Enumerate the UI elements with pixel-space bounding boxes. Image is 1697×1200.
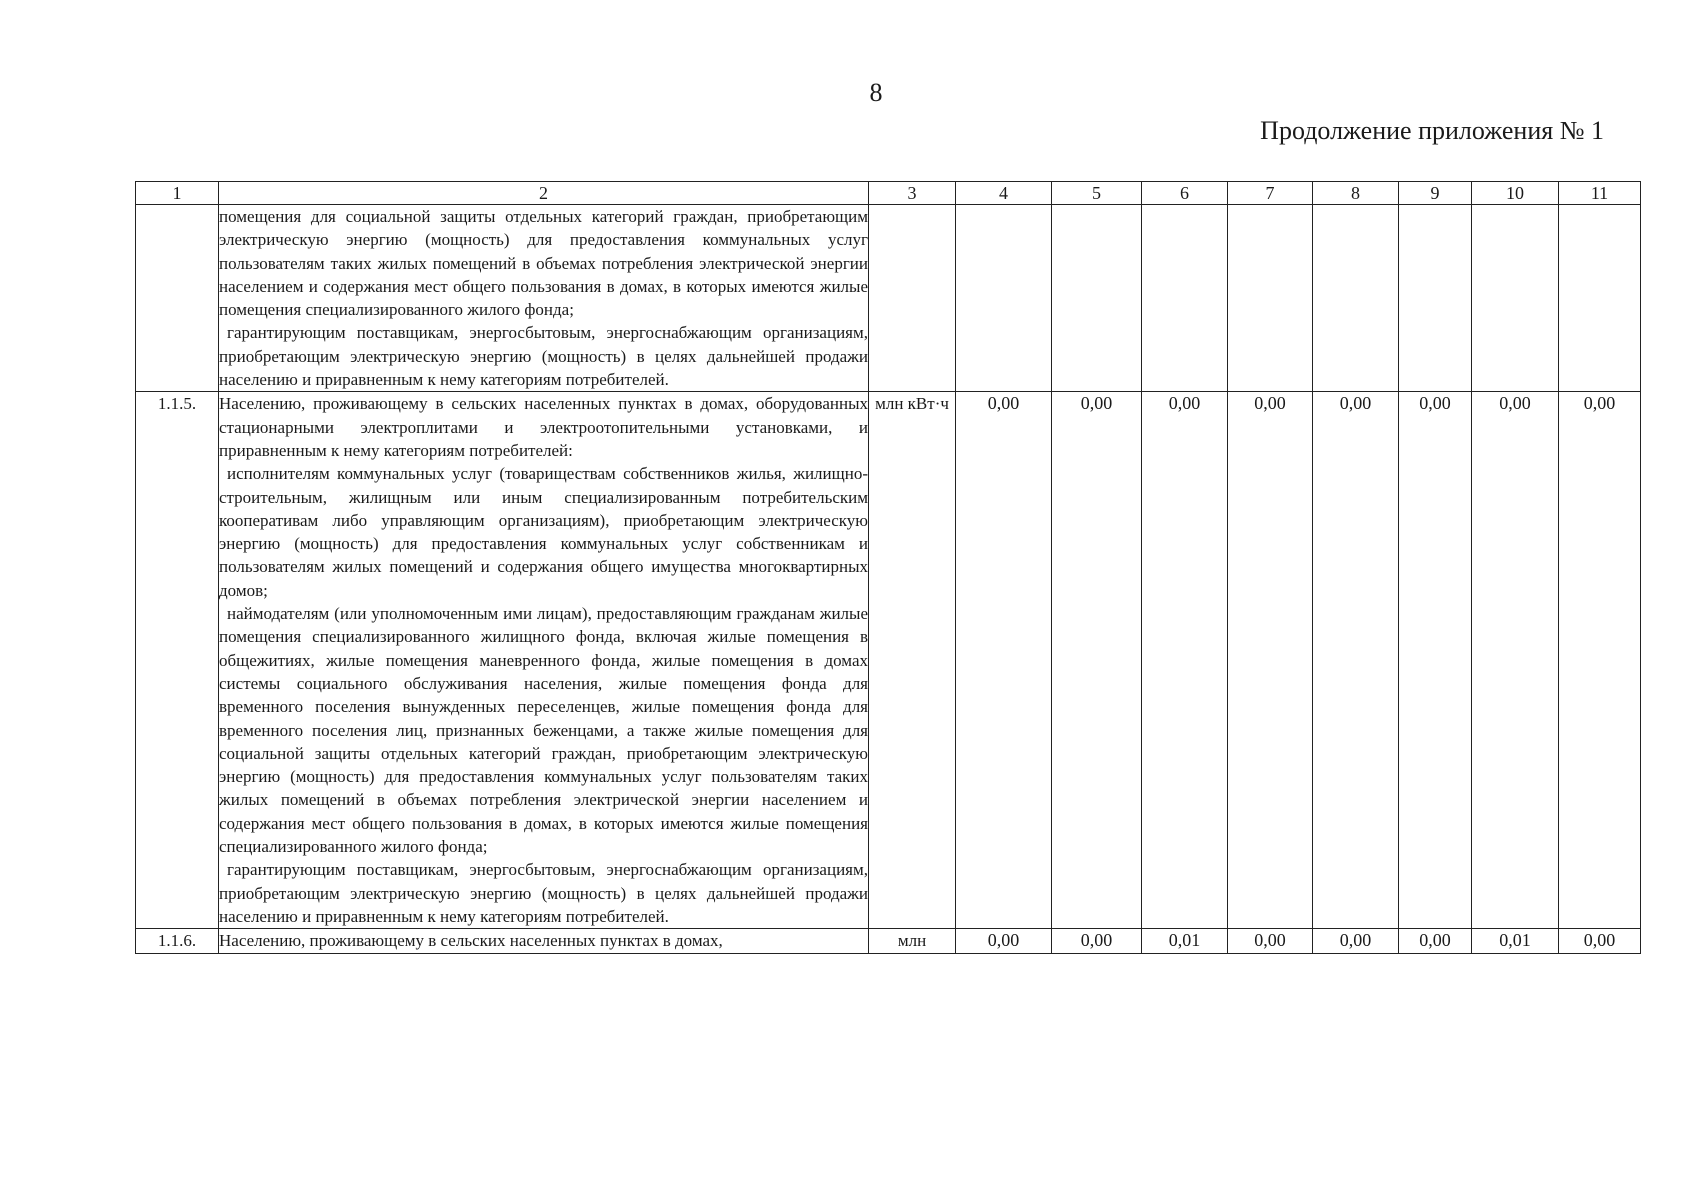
value-cell xyxy=(1052,205,1142,392)
value-cell: 0,01 xyxy=(1472,929,1559,954)
column-header: 7 xyxy=(1228,182,1313,205)
value-cell: 0,00 xyxy=(1313,929,1399,954)
column-header: 3 xyxy=(869,182,956,205)
column-header: 8 xyxy=(1313,182,1399,205)
row-description xyxy=(219,929,869,954)
description-paragraph: Населению, проживающему в сельских населенных пунктах в домах, xyxy=(219,931,723,951)
value-cell xyxy=(1228,205,1313,392)
column-header: 10 xyxy=(1472,182,1559,205)
value-cell: 0,00 xyxy=(1142,392,1228,929)
column-header: 11 xyxy=(1559,182,1641,205)
column-header: 4 xyxy=(956,182,1052,205)
value-cell: 0,00 xyxy=(1559,929,1641,954)
table-row xyxy=(136,205,1641,392)
column-header: 1 xyxy=(136,182,219,205)
table-row xyxy=(136,929,1641,954)
value-cell: 0,00 xyxy=(1472,392,1559,929)
description-paragraph: гарантирующим поставщикам, энергосбытовым, энергоснабжающим организациям, приобретающим электрическую энергию (мощность) в целях дальнейшей продажи населению и приравненным к нему категориям потребителей. xyxy=(219,323,868,390)
value-cell xyxy=(1472,205,1559,392)
value-cell: 0,00 xyxy=(1559,392,1641,929)
value-cell xyxy=(1559,205,1641,392)
description-paragraph: Населению, проживающему в сельских населенных пунктах в домах, оборудованных стационарными электроплитами и электроотопительными установками, и приравненным к нему категориям потребителей: xyxy=(219,394,868,460)
column-header: 2 xyxy=(219,182,869,205)
value-cell xyxy=(1142,205,1228,392)
value-cell: 0,00 xyxy=(1399,392,1472,929)
value-cell: 0,00 xyxy=(1313,392,1399,929)
value-cell: 0,01 xyxy=(1142,929,1228,954)
continuation-label: Продолжение приложения № 1 xyxy=(1260,116,1604,145)
value-cell: 0,00 xyxy=(1228,929,1313,954)
value-cell: 0,00 xyxy=(1228,392,1313,929)
header-row xyxy=(136,182,1641,205)
value-cell: 0,00 xyxy=(956,929,1052,954)
page-number: 8 xyxy=(869,78,883,107)
column-header: 5 xyxy=(1052,182,1142,205)
row-number: 1.1.5. xyxy=(136,392,219,929)
value-cell: 0,00 xyxy=(1052,392,1142,929)
row-number: 1.1.6. xyxy=(136,929,219,954)
row-unit xyxy=(869,205,956,392)
row-unit: млн кВт·ч xyxy=(869,392,956,929)
row-unit: млн xyxy=(869,929,956,954)
column-header: 9 xyxy=(1399,182,1472,205)
data-table xyxy=(135,181,1641,954)
value-cell xyxy=(1399,205,1472,392)
value-cell xyxy=(1313,205,1399,392)
description-paragraph: помещения для социальной защиты отдельных категорий граждан, приобретающим электрическую энергию (мощность) для предоставления коммунальных услуг пользователям таких жилых помещений в объемах потребления электрической энергии населением и содержания мест общего пользования в домах, в которых имеются жилые помещения специализированного жилого фонда; xyxy=(219,207,868,320)
description-paragraph: исполнителям коммунальных услуг (товариществам собственников жилья, жилищно-строительным, жилищным или иным специализированным потребительским кооперативам либо управляющим организациям), приобретающим электрическую энергию (мощность) для предоставления коммунальных услуг собственникам и пользователям жилых помещений и содержания общего имущества многоквартирных домов; xyxy=(219,464,868,600)
column-header: 6 xyxy=(1142,182,1228,205)
description-paragraph: наймодателям (или уполномоченным ими лицам), предоставляющим гражданам жилые помещения специализированного жилищного фонда, включая жилые помещения в общежитиях, жилые помещения маневренного фонда, жилые помещения в домах системы социального обслуживания населения, жилые помещения фонда для временного поселения вынужденных переселенцев, жилые помещения фонда для временного поселения лиц, признанных беженцами, а также жилые помещения для социальной защиты отдельных категорий граждан, приобретающим электрическую энергию (мощность) для предоставления коммунальных услуг пользователям таких жилых помещений в объемах потребления электрической энергии населением и содержания мест общего пользования в домах, в которых имеются жилые помещения специализированного жилого фонда; xyxy=(219,604,868,857)
value-cell: 0,00 xyxy=(1399,929,1472,954)
description-paragraph: гарантирующим поставщикам, энергосбытовым, энергоснабжающим организациям, приобретающим электрическую энергию (мощность) в целях дальнейшей продажи населению и приравненным к нему категориям потребителей. xyxy=(219,860,868,926)
value-cell xyxy=(956,205,1052,392)
row-description xyxy=(219,205,869,392)
value-cell: 0,00 xyxy=(1052,929,1142,954)
row-description xyxy=(219,392,869,929)
table-row xyxy=(136,392,1641,929)
row-number xyxy=(136,205,219,392)
value-cell: 0,00 xyxy=(956,392,1052,929)
